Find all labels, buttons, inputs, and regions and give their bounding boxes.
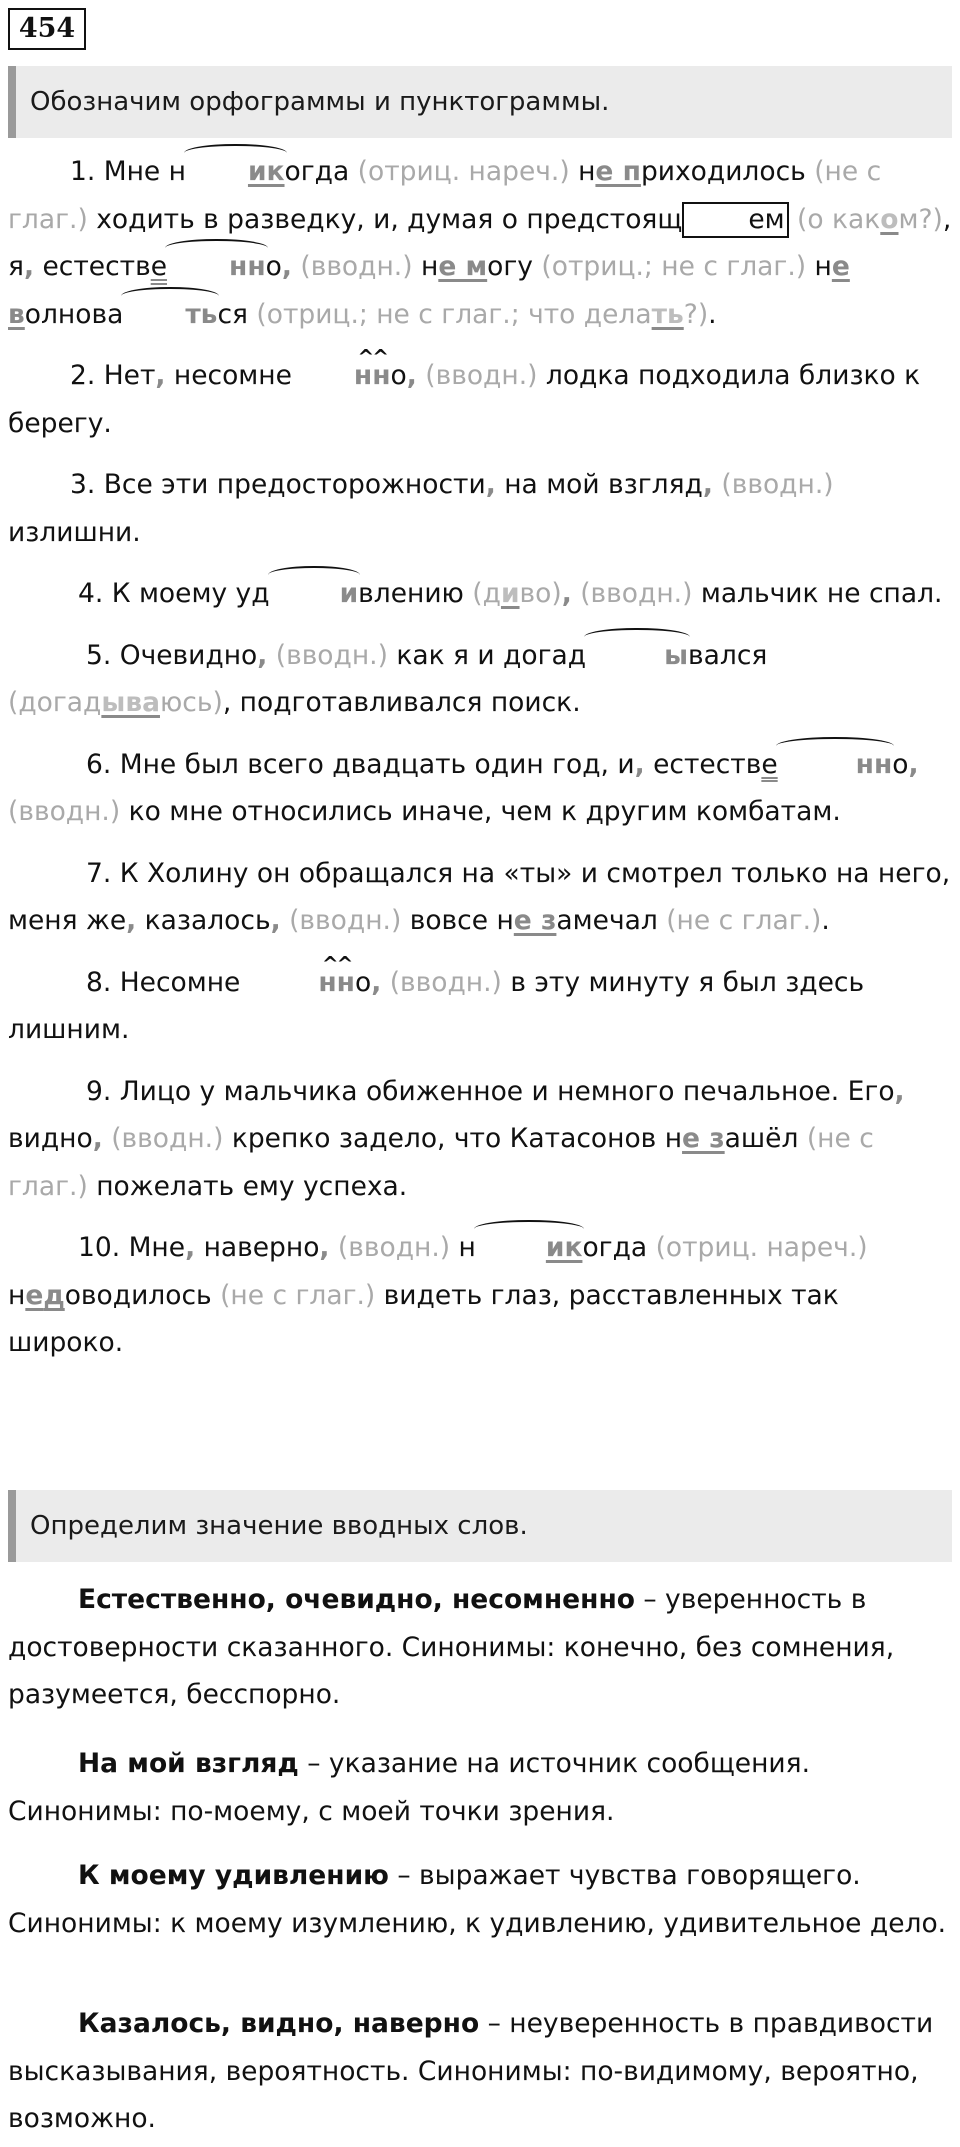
text-run: ходить в разведку, и, думая о предстоящ [87,203,683,235]
punctuation-mark: , [92,1123,103,1154]
definition-2 [8,1740,952,1835]
note: (вводн.) [416,360,538,391]
sentence-3 [8,461,952,556]
note: (догад [8,687,102,718]
orthogram-mark: ик [476,1224,583,1272]
text-run: 7. К Холину он обращался на «ты» и смотрел только на него, меня же [8,857,951,936]
orthogram-mark: е з [513,905,557,936]
text-run: пожелать ему успеха. [87,1170,408,1202]
punctuation-mark: , [908,748,919,780]
ending-box: ем [682,202,788,238]
text-run: 1. Мне н [70,156,186,187]
text-run: огда [284,156,358,187]
note: (вводн.) [102,1123,224,1154]
text-run: излишни. [8,516,141,548]
definition-term: Естественно, очевидно, несомненно [78,1584,635,1615]
definition-text: – выражает чувства говорящего. Синонимы: к моему изумлению, к удивлению, удивительное дело. [8,1860,947,1939]
note: (вводн.) [8,796,121,827]
section-heading-text: Обозначим орфограммы и пунктограммы. [30,87,610,117]
note: м?) [898,203,943,235]
text-run: н [806,251,832,282]
orthogram-mark: ть [123,291,217,339]
orthogram-mark: ыва [101,687,160,718]
note: (вводн.) [381,966,502,998]
sentence-8 [8,959,952,1054]
orthogram-mark: е [25,1279,44,1311]
text-run: н [569,156,596,187]
text-run: естеств [34,251,151,282]
orthogram-mark: и [270,570,359,618]
note: (вводн.) [329,1232,451,1263]
definition-text: – уверенность в достоверности сказанного. Синонимы: конечно, без сомнения, разумеется, бесспорно. [8,1584,895,1710]
note: (вводн.) [280,905,402,936]
text-run: о [892,748,909,780]
text-run: несомне [165,360,292,391]
text-run: н [8,1279,26,1311]
sentences-block [8,148,952,1367]
punctuation-mark: , [155,360,166,391]
text-run: лодка подходила близко к берегу. [8,360,921,439]
text-run: , я [8,203,952,282]
text-run: н [412,251,439,282]
text-run: вовсе н [401,905,514,936]
punctuation-mark: , [319,1232,330,1263]
punctuation-mark: , [406,360,417,391]
text-run: о [354,966,372,998]
text-run: 4. К моему уд [78,578,270,609]
text-run: 9. Лицо у мальчика обиженное и немного печальное. Его [86,1075,895,1107]
sentence-4 [8,570,952,618]
note: (вводн.) [291,251,413,282]
text-run: огда [582,1232,656,1263]
text-run: в эту минуту я был здесь лишним. [8,966,865,1045]
text-run: 6. Мне был всего двадцать один год, и [86,748,635,780]
text-run: огу [487,251,542,282]
definition-3 [8,1852,952,1947]
orthogram-mark: ы [586,632,688,680]
punctuation-mark: , [371,966,382,998]
text-run: оводилось [64,1279,221,1311]
definition-term: На мой взгляд [78,1748,299,1779]
punctuation-mark: , [894,1075,905,1107]
text-run: вался [688,639,768,671]
definition-1 [8,1576,952,1719]
note: (не с глаг.) [8,1123,874,1202]
text-run: ся [217,298,257,330]
text-run: , подготавливался поиск. [222,687,581,718]
definition-text: – указание на источник сообщения. Синонимы: по-моему, с моей точки зрения. [8,1748,811,1827]
note: (д [472,578,501,609]
text-run: 10. Мне [78,1232,186,1263]
note: (не с глаг.) [666,905,822,936]
punctuation-mark: , [126,905,137,936]
text-run: . [708,298,717,330]
punctuation-mark: , [702,469,713,500]
note: (отриц. нареч.) [655,1232,868,1263]
note: (вводн.) [571,578,693,609]
text-run: видно [8,1123,93,1154]
text-run: наверно [195,1232,320,1263]
task-number: 454 [8,8,86,50]
orthogram-mark: и [500,578,520,609]
sentence-6 [8,741,952,836]
note: (отриц.; не с глаг.; что дела [256,298,652,330]
punctuation-mark: , [485,469,496,500]
orthogram-mark: ^^ нн [240,959,355,1007]
sentence-2 [8,352,952,447]
note: ?) [683,298,709,330]
note: (вводн.) [712,469,834,500]
text-run: 3. Все эти предосторожности [70,469,486,500]
note: во) [519,578,562,609]
note: (отриц.; не с глаг.) [541,251,807,282]
sentence-10 [8,1224,952,1367]
orthogram-mark: е з [682,1123,725,1154]
orthogram-mark: е [150,251,168,282]
sentence-5 [8,632,952,727]
punctuation-mark: , [23,251,35,282]
note: (о как [788,203,881,235]
text-run: о [390,360,407,391]
text-run: . [821,905,830,936]
orthogram-mark: нн [167,243,266,291]
definition-4 [8,2000,952,2143]
text-run: мальчик не спал. [692,578,943,609]
definition-text: – неуверенность в правдивости высказывания, вероятность. Синонимы: по-видимому, вероятно, возможно. [8,2008,934,2134]
punctuation-mark: , [257,639,268,671]
punctuation-mark: , [185,1232,196,1263]
definition-term: К моему удивлению [78,1860,389,1891]
orthogram-mark: е п [595,156,641,187]
note: (не с глаг.) [8,156,882,235]
text-run: 8. Несомне [86,966,241,998]
orthogram-mark: е [761,748,778,780]
definition-term: Казалось, видно, наверно [78,2008,480,2039]
punctuation-mark: , [281,251,292,282]
orthogram-mark: ик [186,148,285,196]
orthogram-mark: е м [438,251,488,282]
text-run: ко мне относились иначе, чем к другим комбатам. [120,796,841,827]
orthogram-mark: нн [778,741,893,789]
orthogram-mark: д [43,1279,65,1311]
note: (не с глаг.) [220,1279,376,1311]
text-run: естеств [644,748,762,780]
text-run: как я и догад [387,639,587,671]
section-heading-text: Определим значение вводных слов. [30,1511,528,1541]
section-heading-definitions [8,1490,952,1562]
text-run: казалось [136,905,271,936]
text-run: 2. Нет [70,360,156,391]
orthogram-mark: ^^ нн [292,352,391,400]
section-heading-orthograms [8,66,952,138]
text-run: ашёл [724,1123,807,1154]
note: (вводн.) [267,639,388,671]
text-run: н [450,1232,476,1263]
text-run: амечал [556,905,667,936]
sentence-7 [8,850,952,945]
punctuation-mark: , [634,748,645,780]
note: (отриц. нареч.) [357,156,570,187]
text-run: о [265,251,282,282]
sentence-9 [8,1068,952,1211]
text-run: олнова [24,298,124,330]
orthogram-mark: о [880,203,899,235]
text-run: 5. Очевидно [86,639,258,671]
text-run: крепко задело, что Катасонов н [223,1123,683,1154]
sentence-1 [8,148,952,338]
note: юсь) [159,687,223,718]
text-run: риходилось [640,156,815,187]
orthogram-mark: ть [651,298,684,330]
text-run: видеть глаз, расставленных так широко. [8,1279,839,1358]
orthogram-mark: е в [8,251,850,330]
punctuation-mark: , [270,905,281,936]
text-run: влению [358,578,473,609]
text-run: на мой взгляд [495,469,703,500]
punctuation-mark: , [561,578,572,609]
